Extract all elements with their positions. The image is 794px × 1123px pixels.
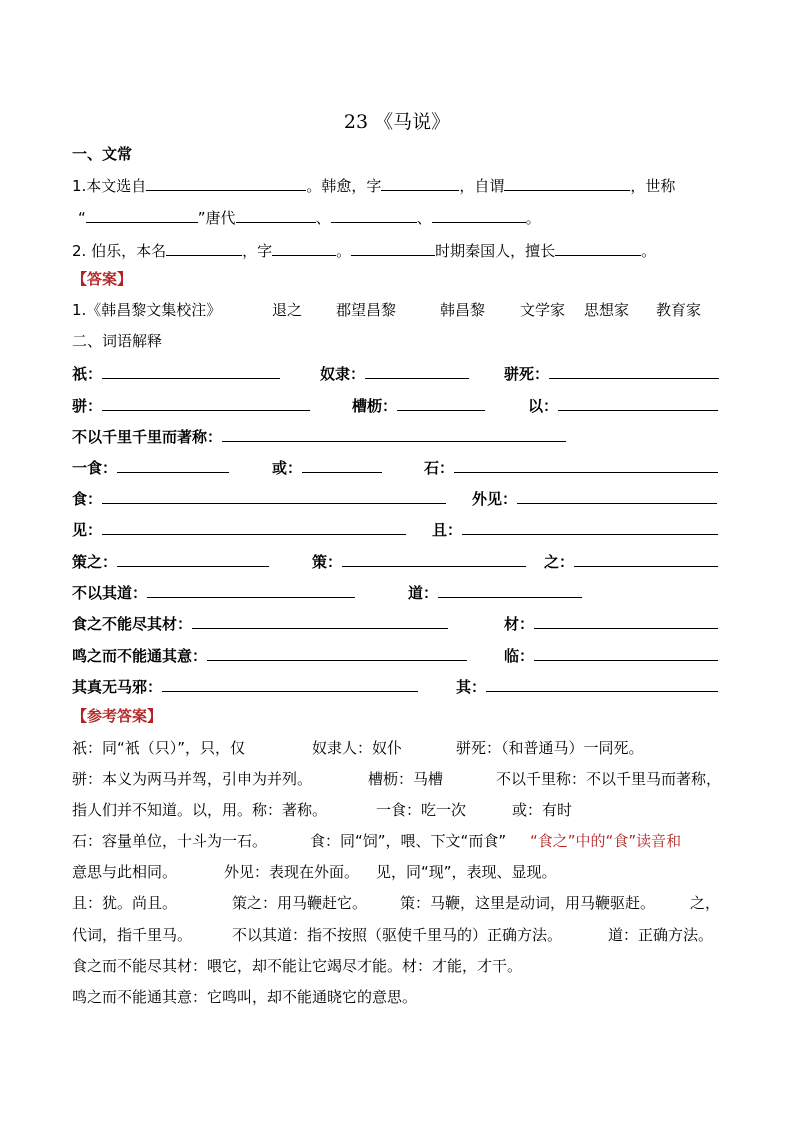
blank <box>504 175 630 191</box>
blank <box>302 457 382 473</box>
term-row <box>544 551 718 572</box>
blank <box>365 363 469 379</box>
blank <box>351 240 435 256</box>
term-row <box>72 519 406 540</box>
blank <box>86 207 198 223</box>
ref-text: 或：有时 <box>512 801 573 819</box>
answer-item: 1.《韩昌黎文集校注》 <box>72 301 222 319</box>
ref-text: 之， <box>690 894 721 912</box>
term-row <box>432 519 718 540</box>
term-row <box>472 488 717 509</box>
term-label: 石： <box>424 459 455 477</box>
answer-item: 思想家 <box>584 301 630 319</box>
term-label: 槽枥： <box>352 397 398 415</box>
blank <box>486 676 718 692</box>
q2-text: 。 <box>641 242 657 260</box>
blank <box>102 488 446 504</box>
term-row <box>504 363 719 384</box>
blank <box>192 613 448 629</box>
q2-text: 时期秦国人，擅长 <box>435 242 556 260</box>
q1-text: 。 <box>525 209 541 227</box>
term-row <box>528 395 718 416</box>
term-row <box>312 551 526 572</box>
term-label: 道： <box>408 584 439 602</box>
term-row <box>72 426 566 447</box>
term-row <box>72 488 446 509</box>
ref-text: 道：正确方法。 <box>608 926 714 944</box>
ref-text: 指人们并不知道。以，用。称：著称。 <box>72 801 328 819</box>
blank <box>381 175 459 191</box>
term-row <box>72 551 269 572</box>
ref-text: 食：同“饲”，喂、下文“而食” <box>310 832 507 850</box>
term-row <box>72 613 448 634</box>
ref-text: 不以其道：指不按照（驱使千里马的）正确方法。 <box>232 926 563 944</box>
ref-text: 策：马鞭，这里是动词，用马鞭驱赶。 <box>400 894 656 912</box>
q1-text: 。韩愈，字 <box>306 177 382 195</box>
ref-line: 食之而不能尽其材：喂它，却不能让它竭尽才能。材：才能，才干。 <box>72 957 523 975</box>
blank <box>117 551 269 567</box>
term-label: 外见： <box>472 490 518 508</box>
term-label: 奴隶： <box>320 365 366 383</box>
ref-text: 一食：吃一次 <box>376 801 467 819</box>
ref-text: 代词，指千里马。 <box>72 926 193 944</box>
term-label: 不以千里千里而著称： <box>72 428 223 446</box>
ref-text: 不以千里称：不以千里马而著称， <box>496 770 722 788</box>
blank <box>454 457 718 473</box>
term-label: 之： <box>544 553 575 571</box>
section-heading-literary: 一、文常 <box>72 145 133 163</box>
blank <box>574 551 718 567</box>
term-row <box>72 676 418 697</box>
term-label: 策之： <box>72 553 118 571</box>
q1-text: ，世称 <box>630 177 676 195</box>
q2-text: 。 <box>336 242 352 260</box>
blank <box>236 207 316 223</box>
ref-text: 骈死：（和普通马）一同死。 <box>456 739 644 757</box>
term-label: 材： <box>504 615 535 633</box>
q2-text: 2. 伯乐，本名 <box>72 242 167 260</box>
blank <box>207 645 467 661</box>
term-label: 食： <box>72 490 103 508</box>
blank <box>117 457 229 473</box>
term-label: 或： <box>272 459 303 477</box>
q1-text: ，自谓 <box>459 177 505 195</box>
ref-text: 石：容量单位，十斗为一石。 <box>72 832 268 850</box>
term-label: 以： <box>528 397 559 415</box>
page-title: 23 《马说》 <box>343 111 451 133</box>
question-1-line-2 <box>78 207 541 228</box>
term-label: 见： <box>72 521 103 539</box>
term-row <box>352 395 485 416</box>
q1-text: “ <box>78 209 86 227</box>
blank <box>102 363 280 379</box>
question-2 <box>72 240 656 261</box>
blank <box>534 613 718 629</box>
blank <box>438 582 582 598</box>
blank <box>517 488 717 504</box>
answer-item: 郡望昌黎 <box>336 301 397 319</box>
blank <box>162 676 418 692</box>
answer-item: 教育家 <box>656 301 702 319</box>
q1-text: 1.本文选自 <box>72 177 147 195</box>
term-row <box>72 645 467 666</box>
ref-text: 奴隶人：奴仆 <box>312 739 403 757</box>
blank <box>462 519 718 535</box>
blank <box>102 395 310 411</box>
question-1-line-1 <box>72 175 675 196</box>
blank <box>102 519 406 535</box>
blank <box>534 645 718 661</box>
term-label: 一食： <box>72 459 118 477</box>
answer-item: 韩昌黎 <box>440 301 486 319</box>
blank <box>397 395 485 411</box>
ref-text-highlight: “食之”中的“食”读音和 <box>530 832 682 850</box>
term-label: 其真无马邪： <box>72 678 163 696</box>
term-row <box>272 457 382 478</box>
term-row <box>320 363 469 384</box>
answer-item: 退之 <box>272 301 303 319</box>
ref-text: 且：犹。尚且。 <box>72 894 178 912</box>
q1-text: 、 <box>315 209 331 227</box>
blank <box>549 363 719 379</box>
term-label: 鸣之而不能通其意： <box>72 647 208 665</box>
term-label: 食之不能尽其材： <box>72 615 193 633</box>
blank <box>272 240 336 256</box>
ref-text: 见，同“现”，表现、显现。 <box>376 863 557 881</box>
term-row <box>424 457 718 478</box>
ref-line: 鸣之而不能通其意：它鸣叫，却不能通晓它的意思。 <box>72 988 418 1006</box>
term-row <box>72 363 280 384</box>
term-row <box>72 457 229 478</box>
term-row <box>456 676 718 697</box>
term-label: 且： <box>432 521 463 539</box>
q2-text: ，字 <box>242 242 273 260</box>
q1-text: 、 <box>416 209 432 227</box>
blank <box>222 426 566 442</box>
answer-item: 文学家 <box>520 301 566 319</box>
term-label: 祇： <box>72 365 103 383</box>
term-row <box>72 395 310 416</box>
q1-text: ”唐代 <box>197 209 236 227</box>
blank <box>342 551 526 567</box>
term-label: 策： <box>312 553 343 571</box>
reference-answer-label: 【参考答案】 <box>72 707 163 725</box>
term-label: 临： <box>504 647 535 665</box>
section-heading-vocab: 二、词语解释 <box>72 332 163 350</box>
term-label: 骈死： <box>504 365 550 383</box>
term-label: 不以其道： <box>72 584 148 602</box>
answer-label: 【答案】 <box>72 270 133 288</box>
blank <box>558 395 718 411</box>
term-row <box>408 582 582 603</box>
blank <box>331 207 417 223</box>
ref-text: 祇：同“衹（只）”，只，仅 <box>72 739 246 757</box>
blank <box>166 240 242 256</box>
blank <box>555 240 641 256</box>
ref-text: 策之：用马鞭赶它。 <box>232 894 368 912</box>
term-row <box>504 645 718 666</box>
term-row <box>504 613 718 634</box>
ref-text: 槽枥：马槽 <box>368 770 444 788</box>
ref-text: 骈：本义为两马并驾，引申为并列。 <box>72 770 313 788</box>
blank <box>432 207 526 223</box>
term-row <box>72 582 355 603</box>
ref-text: 外见：表现在外面。 <box>224 863 360 881</box>
term-label: 其： <box>456 678 487 696</box>
term-label: 骈： <box>72 397 103 415</box>
blank <box>147 582 355 598</box>
ref-text: 意思与此相同。 <box>72 863 178 881</box>
blank <box>146 175 306 191</box>
